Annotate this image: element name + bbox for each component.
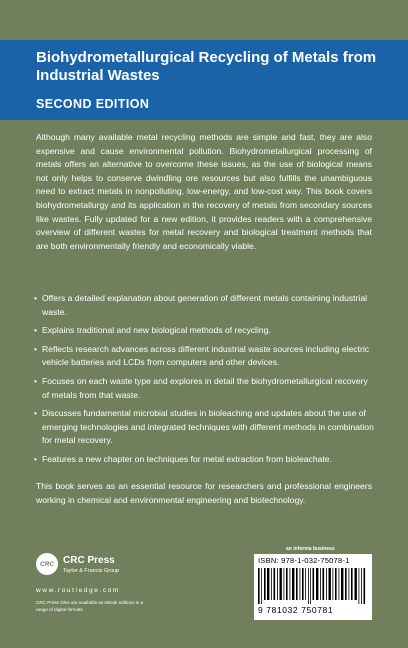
feature-text: Explains traditional and new biological methods of recycling. [42, 325, 271, 336]
feature-text: Focuses on each waste type and explores in detail the biohydrometallurgical recovery of metals from that waste. [42, 375, 368, 400]
barcode-digits: 9 781032 750781 [258, 605, 334, 615]
bullet-icon: • [34, 343, 38, 354]
book-title: Biohydrometallurgical Recycling of Metals from Industrial Wastes [36, 49, 377, 84]
feature-item [34, 453, 374, 467]
feature-text: Discusses fundamental microbial studies in bioleaching and updates about the use of emerging technologies and integrated techniques with different methods in combination for metal recovery. [42, 408, 374, 446]
feature-list [34, 292, 374, 472]
bullet-icon: • [34, 293, 38, 303]
barcode-icon [258, 568, 368, 604]
publisher-name: CRC Press [63, 555, 115, 566]
edition-label: SECOND EDITION [36, 97, 150, 111]
feature-item [34, 343, 374, 370]
informa-label: an informa business [286, 546, 335, 552]
publisher-website: www.routledge.com [36, 587, 120, 594]
bullet-icon: • [34, 325, 38, 336]
isbn-text: ISBN: 978-1-032-75078-1 [258, 556, 350, 565]
feature-text: Features a new chapter on techniques for metal extraction from bioleachate. [42, 453, 332, 464]
feature-item [34, 375, 374, 402]
closing-paragraph: This book serves as an essential resource for researchers and professional engineers working in chemical and environmental engineering and biotechnology. [36, 481, 372, 505]
feature-item [34, 407, 374, 448]
bullet-icon: • [34, 375, 38, 386]
publisher-group: Taylor & Francis Group [63, 568, 120, 574]
ebook-note: CRC Press titles are available as eBook editions in a range of digital formats [36, 600, 144, 612]
crc-logo-text: CRC [39, 561, 55, 568]
bullet-icon: • [34, 408, 38, 419]
feature-text: Offers a detailed explanation about generation of different metals containing industrial waste. [42, 293, 368, 317]
intro-paragraph: Although many available metal recycling methods are simple and fast, they are also expensive and cause environmental pollution. Biohydrometallurgical processing of metals offers an alternative to overcome these issues, as the use of biological means not only helps to conserve dwindling ore resources but also fulfills the unambiguous need to extract metals in nonpolluting, low-energy, and low-cost way. This book covers biohydrometallurgy and its application in the recovery of metals from secondary sources like wastes. Fully updated for a new edition, it provides readers with a comprehensive overview of different wastes for metal recovery and biological treatment methods that are both environmentally friendly and economically viable. [36, 132, 372, 251]
feature-text: Reflects research advances across different industrial waste sources including electric vehicle batteries and LCDs from computers and other devices. [42, 343, 370, 368]
bullet-icon: • [34, 453, 38, 464]
feature-item [34, 292, 374, 319]
feature-item [34, 324, 374, 338]
